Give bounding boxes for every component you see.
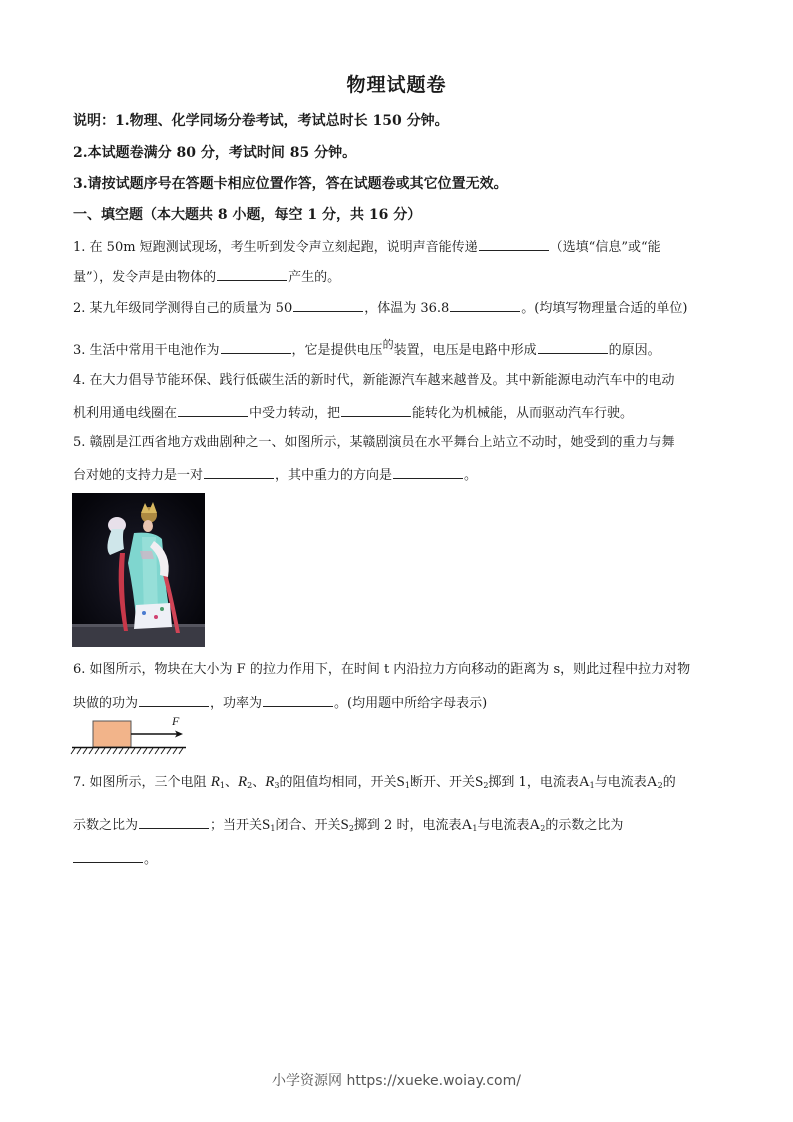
text: 的 [382,338,394,351]
text: 。(均填写物理量合适的单位) [521,301,688,316]
text: 。 [464,468,478,483]
answer-blank[interactable] [450,297,520,312]
answer-blank[interactable] [217,266,287,281]
text: 7. 如图所示，三个电阻 [73,775,207,790]
subscript: 3 [274,781,280,790]
question-6-line-2 [73,692,487,713]
text: 产生的。 [288,270,341,285]
text: （选填“信息”或“能 [549,240,661,255]
answer-blank[interactable] [263,692,333,707]
text: 。(均用题中所给字母表示) [334,696,488,711]
question-4-line-1: 4. 在大力倡导节能环保、践行低碳生活的新时代，新能源汽车越来越普及。其中新能源电动汽车中的电动 [73,373,675,388]
switch-s1: S [262,817,271,833]
text: ，它是提供电压 [291,343,383,358]
text: ，其中重力的方向是 [275,468,393,483]
text: 量”），发令声是由物体的 [73,270,217,285]
text: ，功率为 [210,696,263,711]
force-block-diagram [70,714,190,756]
text: 、 [252,775,266,790]
subscript: 1 [270,824,276,833]
text: 示数之比为 [73,818,139,833]
switch-s1: S [396,774,405,790]
text: 。 [144,852,158,867]
question-5-line-1: 5. 赣剧是江西省地方戏曲剧种之一、如图所示，某赣剧演员在水平舞台上站立不动时，她受到的重力与舞 [73,435,675,450]
text: 能转化为机械能，从而驱动汽车行驶。 [412,406,634,421]
page-title: 物理试题卷 [346,74,447,96]
subscript: 1 [404,781,410,790]
footer-watermark: 小学资源网 https://xueke.woiay.com/ [272,1073,521,1089]
text: 1. 在 50m 短跑测试现场，考生听到发令声立刻起跑，说明声音能传递 [73,240,478,255]
text: 的示数之比为 [545,818,624,833]
subscript: 2 [247,781,253,790]
ammeter-a2: A [646,774,658,790]
switch-s2: S [340,817,349,833]
subscript: 1 [219,781,225,790]
question-7-line-1 [73,770,676,798]
text: 掷到 1，电流表 [488,775,579,790]
answer-blank[interactable] [221,339,291,354]
text: 台对她的支持力是一对 [73,468,204,483]
text: 的阻值均相同，开关 [279,775,397,790]
subscript: 2 [657,781,663,790]
text: 与电流表 [477,818,530,833]
switch-s2: S [474,774,484,790]
text: 2. 某九年级同学测得自己的质量为 50 [73,301,293,316]
answer-blank[interactable] [393,464,463,479]
text: 、 [224,775,238,790]
subscript: 1 [472,824,478,833]
answer-blank[interactable] [139,814,209,829]
opera-performer-photo [72,493,205,647]
question-6-line-1: 6. 如图所示，物块在大小为 F 的拉力作用下，在时间 t 内沿拉力方向移动的距离为 s，则此过程中拉力对物 [73,662,691,677]
answer-blank[interactable] [341,402,411,417]
answer-blank[interactable] [538,339,608,354]
answer-blank[interactable] [479,236,549,251]
text: ；当开关 [210,818,263,833]
answer-blank[interactable] [178,402,248,417]
ammeter-a1: A [461,817,473,833]
answer-blank[interactable] [73,848,143,863]
text: ，体温为 36.8 [364,301,450,316]
instruction-3: 3.请按试题序号在答题卡相应位置作答，答在试题卷或其它位置无效。 [73,176,508,192]
ammeter-a1: A [578,774,590,790]
question-4-line-2 [73,402,633,423]
subscript: 2 [483,781,489,790]
instruction-2: 2.本试题卷满分 80 分，考试时间 85 分钟。 [73,145,357,161]
subscript: 2 [348,824,354,833]
text: 块做的功为 [73,696,139,711]
text: 3. 生活中常用干电池作为 [73,343,220,358]
question-1-line-1 [73,236,661,257]
text: 断开、开关 [409,775,475,790]
text: 闭合、开关 [275,818,341,833]
text: 掷到 2 时，电流表 [353,818,462,833]
resistor-r3: R [265,774,275,790]
answer-blank[interactable] [293,297,363,312]
resistor-r1: R [210,774,220,790]
question-7-line-2 [73,813,623,841]
question-2 [73,297,687,318]
resistor-r2: R [237,774,248,790]
subscript: 1 [589,781,595,790]
text: 中受力转动，把 [249,406,341,421]
text: 机利用通电线圈在 [73,406,178,421]
question-7-line-3 [73,848,157,869]
answer-blank[interactable] [139,692,209,707]
force-label: F [172,714,180,728]
text: 装置，电压是电路中形成 [393,343,537,358]
text: 的 [662,775,676,790]
subscript: 2 [540,824,546,833]
question-3 [73,336,661,360]
text: 与电流表 [594,775,647,790]
question-1-line-2 [73,266,340,287]
section-heading: 一、填空题（本大题共 8 小题，每空 1 分，共 16 分） [73,207,422,223]
answer-blank[interactable] [204,464,274,479]
text: 的原因。 [608,343,661,358]
question-5-line-2 [73,464,477,485]
ammeter-a2: A [529,817,541,833]
instruction-1: 说明：1.物理、化学同场分卷考试，考试总时长 150 分钟。 [73,113,449,129]
